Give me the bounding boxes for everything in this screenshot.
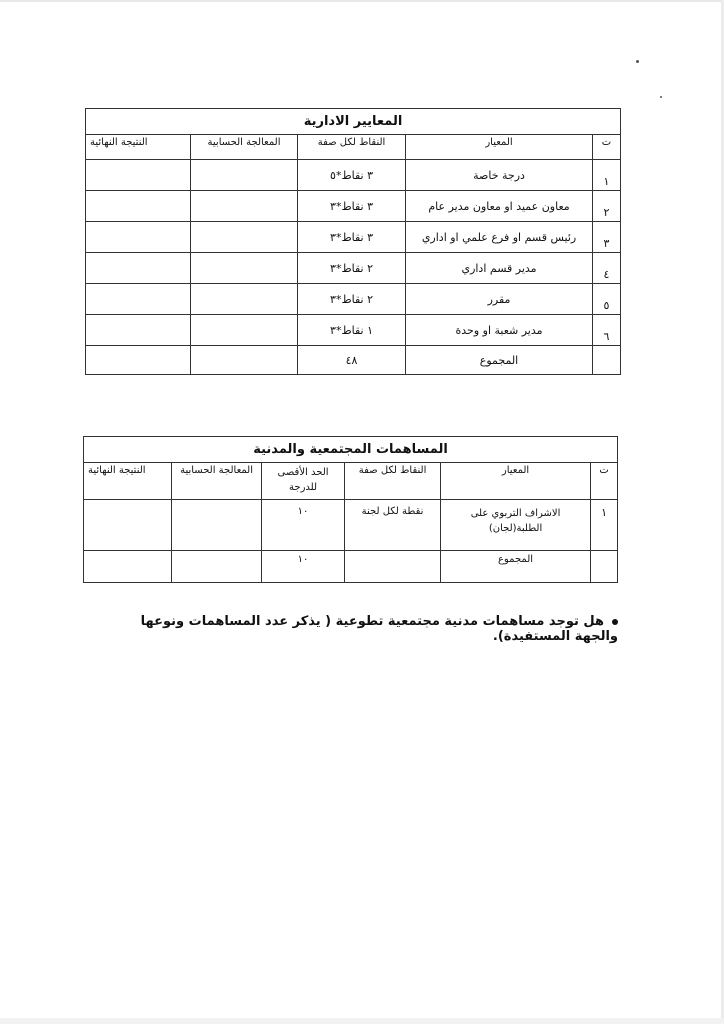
- table-row: [86, 160, 621, 191]
- scan-speck: [636, 60, 639, 63]
- scan-speck: [660, 96, 662, 98]
- administrative-criteria-table: [85, 108, 621, 375]
- table-row: [86, 315, 621, 346]
- administrative-table-title: المعايير الادارية: [86, 109, 621, 135]
- header-index: ت: [591, 463, 618, 500]
- total-max-score: ١٠: [262, 551, 345, 583]
- row-processing-cell[interactable]: [191, 253, 298, 284]
- table-row: [86, 253, 621, 284]
- header-criterion: المعيار: [406, 135, 593, 160]
- header-result: النتيجة النهائية: [86, 135, 191, 160]
- row-number: ١: [591, 500, 618, 551]
- row-criterion: مقرر: [406, 284, 593, 315]
- total-result-cell[interactable]: [86, 346, 191, 375]
- row-criterion: الاشراف التربوي على الطلبة(لجان): [441, 500, 591, 551]
- total-processing-cell[interactable]: [172, 551, 262, 583]
- question-text: هل توجد مساهمات مدنية مجتمعية تطوعية ( يذكر عدد المساهمات ونوعها والجهة المستفيدة).: [140, 614, 618, 644]
- table-row: [86, 284, 621, 315]
- row-max-score: ١٠: [262, 500, 345, 551]
- header-index: ت: [593, 135, 621, 160]
- row-criterion: رئيس قسم او فرع علمي او اداري: [406, 222, 593, 253]
- row-result-cell[interactable]: [86, 222, 191, 253]
- row-result-cell[interactable]: [86, 315, 191, 346]
- row-number: ٤: [593, 253, 621, 284]
- civil-table-title: المساهمات المجتمعية والمدنية: [84, 437, 618, 463]
- civil-contribution-question: [98, 614, 618, 644]
- bullet-icon: [612, 619, 618, 625]
- row-points: ٢ نقاط*٣: [298, 253, 406, 284]
- row-processing-cell[interactable]: [191, 191, 298, 222]
- row-result-cell[interactable]: [84, 500, 172, 551]
- row-criterion: معاون عميد او معاون مدير عام: [406, 191, 593, 222]
- row-processing-cell[interactable]: [191, 315, 298, 346]
- row-number: ٦: [593, 315, 621, 346]
- header-points: النقاط لكل صفة: [298, 135, 406, 160]
- row-criterion: مدير شعبة او وحدة: [406, 315, 593, 346]
- total-index-cell: [593, 346, 621, 375]
- total-processing-cell[interactable]: [191, 346, 298, 375]
- header-row: [84, 463, 618, 500]
- row-result-cell[interactable]: [86, 253, 191, 284]
- total-points: ٤٨: [298, 346, 406, 375]
- total-result-cell[interactable]: [84, 551, 172, 583]
- row-points: ٣ نقاط*٣: [298, 191, 406, 222]
- row-points: ١ نقاط*٣: [298, 315, 406, 346]
- header-max-score: الحد الأقصى للدرجة: [262, 463, 345, 500]
- row-result-cell[interactable]: [86, 191, 191, 222]
- total-label: المجموع: [441, 551, 591, 583]
- header-result: النتيجة النهائية: [84, 463, 172, 500]
- row-criterion: درجة خاصة: [406, 160, 593, 191]
- header-processing: المعالجة الحسابية: [191, 135, 298, 160]
- row-criterion: مدير قسم اداري: [406, 253, 593, 284]
- row-processing-cell[interactable]: [191, 284, 298, 315]
- page-edge-bottom: [0, 1018, 724, 1024]
- row-processing-cell[interactable]: [191, 160, 298, 191]
- header-criterion: المعيار: [441, 463, 591, 500]
- table-row: [84, 500, 618, 551]
- row-points: ٢ نقاط*٣: [298, 284, 406, 315]
- total-index-cell: [591, 551, 618, 583]
- page-edge-top: [0, 0, 724, 2]
- row-number: ٣: [593, 222, 621, 253]
- header-row: [86, 135, 621, 160]
- row-number: ٢: [593, 191, 621, 222]
- row-number: ١: [593, 160, 621, 191]
- table-row: [86, 222, 621, 253]
- row-processing-cell[interactable]: [191, 222, 298, 253]
- header-points: النقاط لكل صفة: [345, 463, 441, 500]
- row-points: ٣ نقاط*٣: [298, 222, 406, 253]
- row-number: ٥: [593, 284, 621, 315]
- civil-contributions-table: [83, 436, 618, 583]
- row-result-cell[interactable]: [86, 160, 191, 191]
- total-row: [86, 346, 621, 375]
- header-processing: المعالجة الحسابية: [172, 463, 262, 500]
- total-points-cell: [345, 551, 441, 583]
- row-points: ٣ نقاط*٥: [298, 160, 406, 191]
- total-label: المجموع: [406, 346, 593, 375]
- total-row: [84, 551, 618, 583]
- row-processing-cell[interactable]: [172, 500, 262, 551]
- row-points: نقطة لكل لجنة: [345, 500, 441, 551]
- row-result-cell[interactable]: [86, 284, 191, 315]
- table-row: [86, 191, 621, 222]
